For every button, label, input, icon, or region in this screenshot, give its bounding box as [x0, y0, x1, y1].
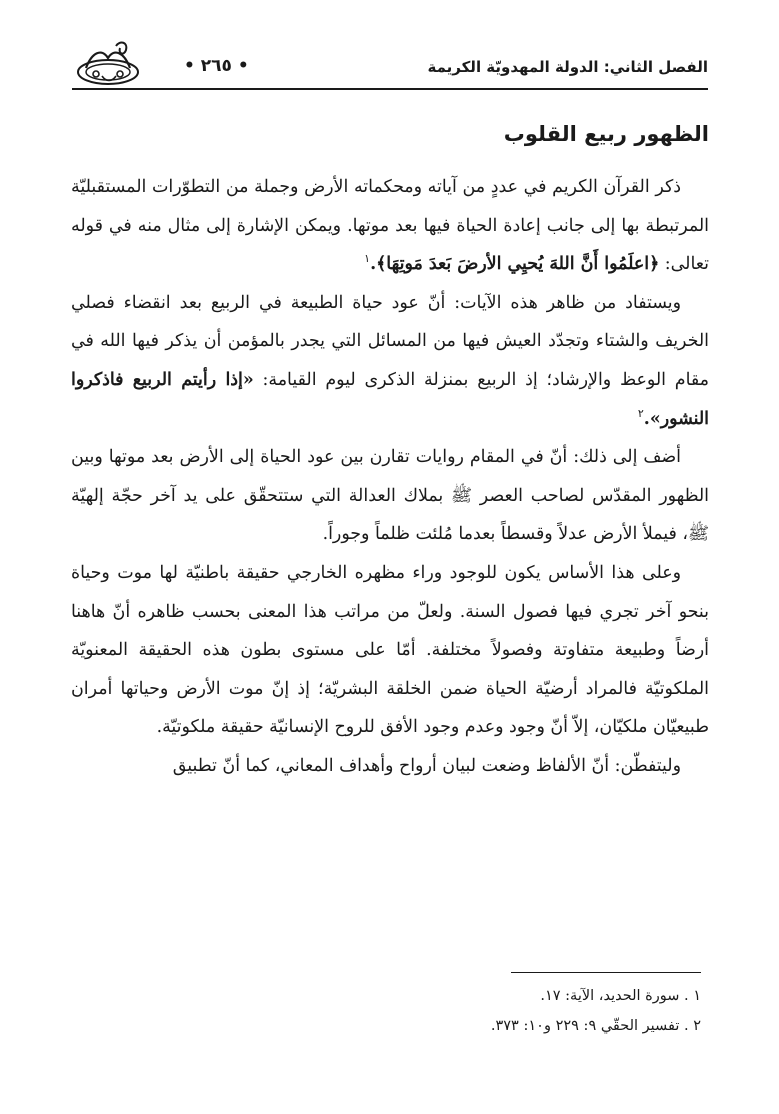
- footnote-1: ١ . سورة الحديد، الآية: ١٧.: [540, 988, 701, 1004]
- running-title: الفصل الثاني: الدولة المهدويّة الكريمة: [427, 58, 708, 76]
- footnote-ref-2: ٢: [637, 406, 644, 420]
- calligraphy-ornament-icon: [72, 38, 144, 88]
- hadith-quote: «إذا رأيتم الربيع فاذكروا النشور».: [71, 369, 709, 429]
- paragraph-3: أضف إلى ذلك: أنّ في المقام روايات تقارن بين عود الحياة إلى الأرض بعد موتها وبين الظهور المقدّس لصاحب العصر ﷺ بملاك العدالة التي ستتحقّق على يد آخر حجّة إلهيّة ﷺ، فيملأ الأرض عدلاً وقسطاً بعدما مُلئت ظلماً وجوراً.: [71, 447, 709, 545]
- paragraph-5: وليتفطّن: أنّ الألفاظ وضعت لبيان أرواح وأهداف المعاني، كما أنّ تطبيق: [172, 755, 681, 776]
- paragraph-2: ويستفاد من ظاهر هذه الآيات: أنّ عود حياة الطبيعة في الربيع بعد انقضاء فصلي الخريف والشتاء وتجدّد العيش فيها من المسائل التي يجدر بالمؤمن أن يذكر فيها الله في مقام الوعظ والإرشاد؛ إذ الربيع بمنزلة الذكرى ليوم القيامة: «إذا رأيتم الربيع فاذكروا النشور».$^٢$: [71, 292, 709, 429]
- paragraph-1: ذكر القرآن الكريم في عددٍ من آياته ومحكماته الأرض وجملة من التطوّرات المستقبليّة المرتبطة بها إلى جانب إعادة الحياة فيها بعد موتها. ويمكن الإشارة إلى مثال منه في قوله تعالى: ﴿اعلَمُوا أَنَّ اللهَ يُحيِي الأرضَ بَعدَ مَوتِهَا﴾.$^١$: [71, 177, 709, 275]
- footnote-rule: [511, 972, 701, 973]
- footnote-2: ٢ . تفسير الحقّي ٩: ٢٢٩ و١٠: ٣٧٣.: [490, 1018, 701, 1034]
- page-number: • ٢٦٥ •: [184, 56, 249, 76]
- footnote-ref-1: ١: [364, 252, 371, 266]
- quran-verse: ﴿اعلَمُوا أَنَّ اللهَ يُحيِي الأرضَ بَعدَ مَوتِهَا﴾.: [370, 254, 660, 275]
- footnotes: [81, 972, 701, 1041]
- section-title: الظهور ربيع القلوب: [503, 122, 709, 146]
- main-text: [71, 122, 709, 786]
- paragraph-4: وعلى هذا الأساس يكون للوجود وراء مظهره الخارجي حقيقة باطنيّة لها موت وحياة بنحو آخر تجري فيها فصول السنة. ولعلّ من مراتب هذا المعنى بحسب ظاهره أنّ هاهنا أرضاً وطبيعة متفاوتة وفصولاً مختلفة. أمّا على مستوى بطون هذه الحقيقة المعنويّة الملكوتيّة فالمراد أرضيّة الحياة ضمن الخلقة البشريّة؛ إذ إنّ موت الأرض وحياتها أمران طبيعيّان ملكيّان، إلاّ أنّ وجود وعدم وجود الأفق للروح الإنسانيّة حقيقة ملكوتيّة.: [71, 562, 709, 738]
- header-rule: [72, 88, 708, 90]
- page-header: [72, 38, 708, 90]
